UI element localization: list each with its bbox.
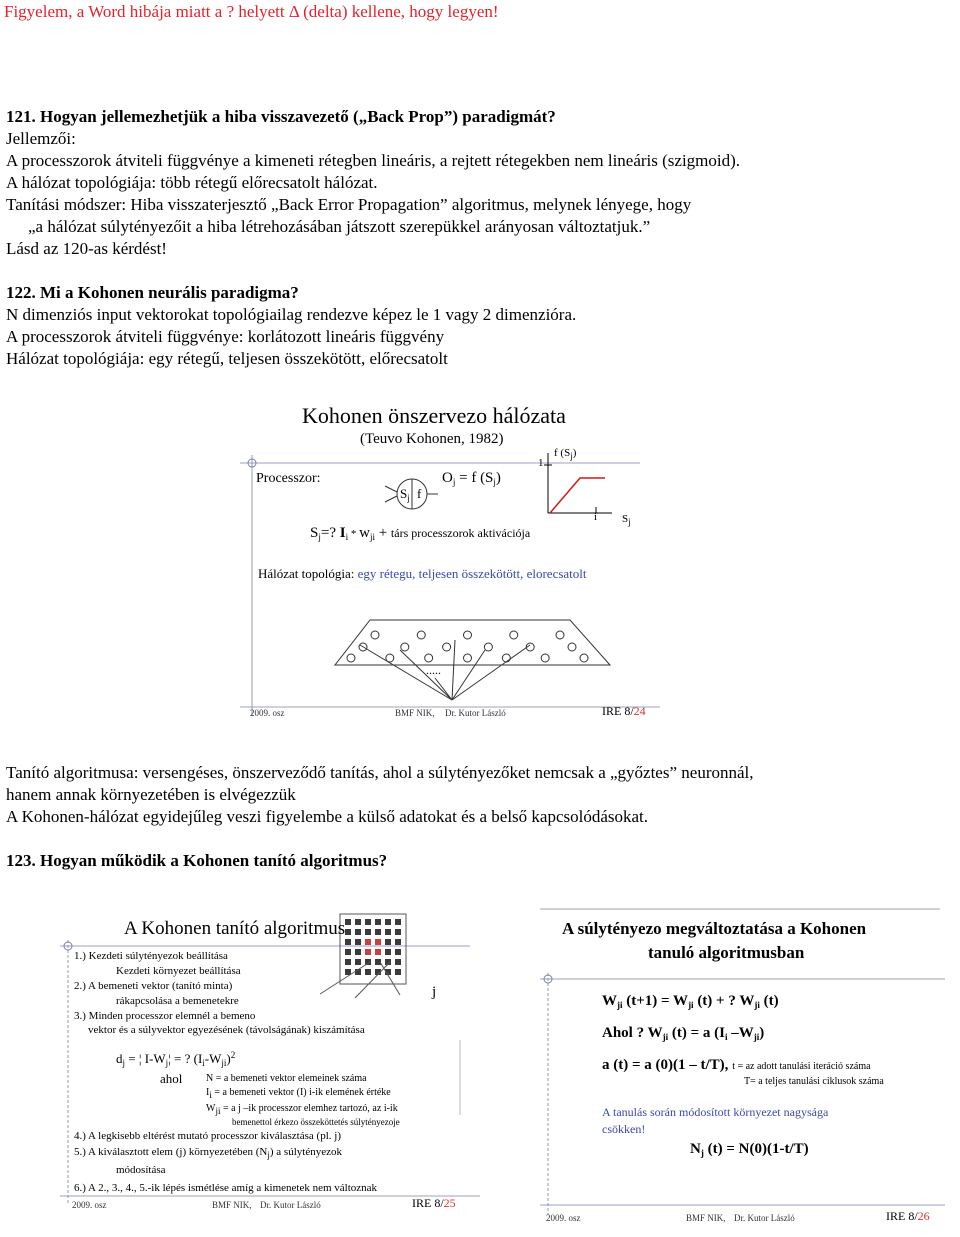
alpha-note: T= a teljes tanulási ciklusok száma (744, 1076, 884, 1087)
processor-cell (375, 939, 381, 945)
network-dots: ..... (426, 663, 441, 677)
footer-date: 2009. osz (72, 1200, 107, 1210)
processor-grid (345, 919, 401, 975)
footer-author: Dr. Kutor László (734, 1213, 795, 1223)
graph-f-label: f $(S_j)$ (554, 447, 577, 461)
footer-date: 2009. osz (250, 708, 285, 718)
q121-line: Jellemzői: (6, 129, 76, 148)
distance-formula: $d_j$ = ¦ $I-W_j¦$ = ? $(I_i-W_{ji})^2$ (116, 1050, 236, 1068)
processor-cell (385, 929, 391, 935)
processor-cell (345, 929, 351, 935)
processor-cell (345, 939, 351, 945)
network-node (425, 654, 433, 662)
footer-org: BMF NIK, (212, 1200, 252, 1210)
update-equation: $W_{ji}$ $(t+1) = W_{ji}$ (t) + ? $W_{ji}$ (t) (602, 993, 779, 1010)
network-node (580, 654, 588, 662)
slide-24 (240, 395, 660, 725)
def-w: Wji = a j –ik processzor elemhez tartozó, az i-ik (206, 1103, 398, 1116)
step-2: 2.) A bemeneti vektor (tanító minta) (74, 980, 233, 992)
warning-text: Figyelem, a Word hibája miatt a ? helyett Δ (delta) kellene, hogy legyen! (4, 2, 499, 21)
def-n: N = a bemeneti vektor elemeinek száma (206, 1073, 367, 1084)
ahol-label: ahol (160, 1071, 183, 1086)
processor-cell (355, 949, 361, 955)
processor-cell (385, 939, 391, 945)
after24-line: Tanító algoritmusa: versengéses, önszerveződő tanítás, ahol a súlytényezőket nemcsak a „győztes” neuronnál, (6, 763, 754, 782)
processor-cell (375, 919, 381, 925)
q121-line: Tanítási módszer: Hiba visszaterjesztő „Back Error Propagation” algoritmus, melynek lényege, hogy (6, 195, 692, 214)
footer-author: Dr. Kutor László (445, 708, 506, 718)
footer-author: Dr. Kutor László (260, 1200, 321, 1210)
processor-cell (345, 919, 351, 925)
processor-cell (385, 949, 391, 955)
slide-26 (540, 905, 945, 1225)
processor-cell (365, 929, 371, 935)
network-node (401, 643, 409, 651)
graph-i-label: i (594, 511, 598, 523)
note-line2: csökken! (602, 1122, 646, 1136)
graph-sj-label: $S_j$ (622, 513, 631, 527)
processor-cell (375, 949, 381, 955)
slide-24-subtitle: (Teuvo Kohonen, 1982) (360, 431, 504, 447)
delta-equation: Ahol ? $W_{ji}$ (t) = a ($I_i$ $-W_{ji}$) (602, 1025, 765, 1042)
note-line1: A tanulás során módosított környezet nagysága (602, 1105, 829, 1119)
processor-cell (395, 959, 401, 965)
processor-cell (365, 919, 371, 925)
after24-line: hanem annak környezetében is elvégezzük (6, 785, 296, 804)
network-node (347, 654, 355, 662)
footer-org: BMF NIK, (395, 708, 435, 718)
network-node (541, 654, 549, 662)
network-node (371, 631, 379, 639)
slide-26-title-line2: tanuló algoritmusban (648, 943, 805, 962)
q121-line: A processzorok átviteli függvénye a kimeneti rétegben lineáris, a rejtett rétegekben nem lineáris (szigmoid). (6, 151, 741, 170)
step-2-sub: rákapcsolása a bemenetekre (116, 995, 239, 1007)
network-node (556, 631, 564, 639)
topology-line: Hálózat topológia: egy rétegu, teljesen összekötött, elorecsatolt (258, 566, 587, 581)
footer-date: 2009. osz (546, 1213, 581, 1223)
processor-cell (355, 919, 361, 925)
network-node (443, 643, 451, 651)
graph-one-label: 1 (538, 457, 544, 469)
slide-25 (60, 900, 480, 1220)
network-nodes (347, 631, 588, 662)
neighborhood-equation: $N_j$ (t) = N(0)(1-t/T) (690, 1141, 809, 1158)
processor-cell (355, 939, 361, 945)
step-3: 3.) Minden processzor elemnél a bemeno (74, 1010, 256, 1022)
network-node (484, 643, 492, 651)
processzor-label: Processzor: (256, 471, 321, 486)
q123-title: 123. Hogyan működik a Kohonen tanító algoritmus? (6, 851, 388, 870)
processor-cell (395, 949, 401, 955)
network-node (417, 631, 425, 639)
footer-page-ref: IRE 8/26 (886, 1209, 930, 1223)
processor-cell (365, 939, 371, 945)
processor-cell (345, 949, 351, 955)
def-w-cont: bemenettol érkezo összeköttetés súlytényezoje (232, 1117, 400, 1127)
network-node (464, 631, 472, 639)
alpha-equation: a (t) = a (0)(1 – t/T), t = az adott tanulási iteráció száma (602, 1057, 871, 1073)
q121-line: „a hálózat súlytényezőit a hiba létrehozásában játszott szerepükkel arányosan változtatjuk.” (28, 217, 651, 236)
processor-cell (365, 949, 371, 955)
processor-cell (355, 959, 361, 965)
neuron-s: $S_j$ (400, 486, 410, 503)
q121-title: 121. Hogyan jellemezhetjük a hiba visszavezető („Back Prop”) paradigmát? (6, 107, 556, 126)
q122-line: A processzorok átviteli függvénye: korlátozott lineáris függvény (6, 327, 445, 346)
grid-j-label: j (432, 984, 437, 1000)
step-5-sub: módosítása (116, 1164, 166, 1176)
neuron-f: f (417, 486, 422, 501)
q122-line: N dimenziós input vektorokat topológiailag rendezve képez le 1 vagy 2 dimenzióra. (6, 305, 577, 324)
q122-line: Hálózat topológiája: egy rétegű, teljesen összekötött, előrecsatolt (6, 349, 448, 368)
processor-cell (385, 919, 391, 925)
footer-page-ref: IRE 8/25 (412, 1196, 456, 1210)
processor-cell (345, 969, 351, 975)
step-1-sub: Kezdeti környezet beállítása (116, 965, 241, 977)
step-6: 6.) A 2., 3., 4., 5.-ik lépés ismétlése amíg a kimenetek nem változnak (74, 1182, 378, 1194)
slide-26-title-line1: A súlytényezo megváltoztatása a Kohonen (562, 919, 867, 938)
q122-title: 122. Mi a Kohonen neurális paradigma? (6, 283, 299, 302)
processor-cell (395, 919, 401, 925)
processor-cell (355, 929, 361, 935)
processor-cell (395, 969, 401, 975)
output-equation: $O_j = f$ $(S_j)$ (442, 470, 501, 487)
network-node (464, 654, 472, 662)
slide-25-title: A Kohonen tanító algoritmus (124, 918, 346, 939)
processor-cell (395, 939, 401, 945)
network-node (502, 654, 510, 662)
footer-org: BMF NIK, (686, 1213, 726, 1223)
step-5: 5.) A kiválasztott elem (j) környezetében $(N_j)$ a súlytényezok (74, 1146, 342, 1160)
q121-line: Lásd az 120-as kérdést! (6, 239, 167, 258)
step-4: 4.) A legkisebb eltérést mutató processzor kiválasztása (pl. j) (74, 1130, 341, 1142)
slide-24-title: Kohonen önszervezo hálózata (302, 403, 566, 428)
processor-cell (365, 969, 371, 975)
network-node (568, 643, 576, 651)
q121-line: A hálózat topológiája: több rétegű előrecsatolt hálózat. (6, 173, 378, 192)
processor-cell (345, 959, 351, 965)
after24-line: A Kohonen-hálózat egyidejűleg veszi figyelembe a külső adatokat és a belső kapcsolódásokat. (6, 807, 649, 826)
activation-equation: $S_j=$? $I_i * w_{ji}$ + társ processzorok aktivációja (310, 525, 531, 542)
processor-cell (395, 929, 401, 935)
footer-page-ref: IRE 8/24 (602, 704, 646, 718)
def-i: Ii = a bemeneti vektor (I) i-ik elemének értéke (206, 1087, 391, 1100)
step-3-sub: vektor és a súlyvektor egyezésének (távolságának) kiszámítása (88, 1024, 365, 1036)
processor-cell (375, 929, 381, 935)
step-1: 1.) Kezdeti súlytényezok beállítása (74, 950, 228, 962)
network-node (510, 631, 518, 639)
